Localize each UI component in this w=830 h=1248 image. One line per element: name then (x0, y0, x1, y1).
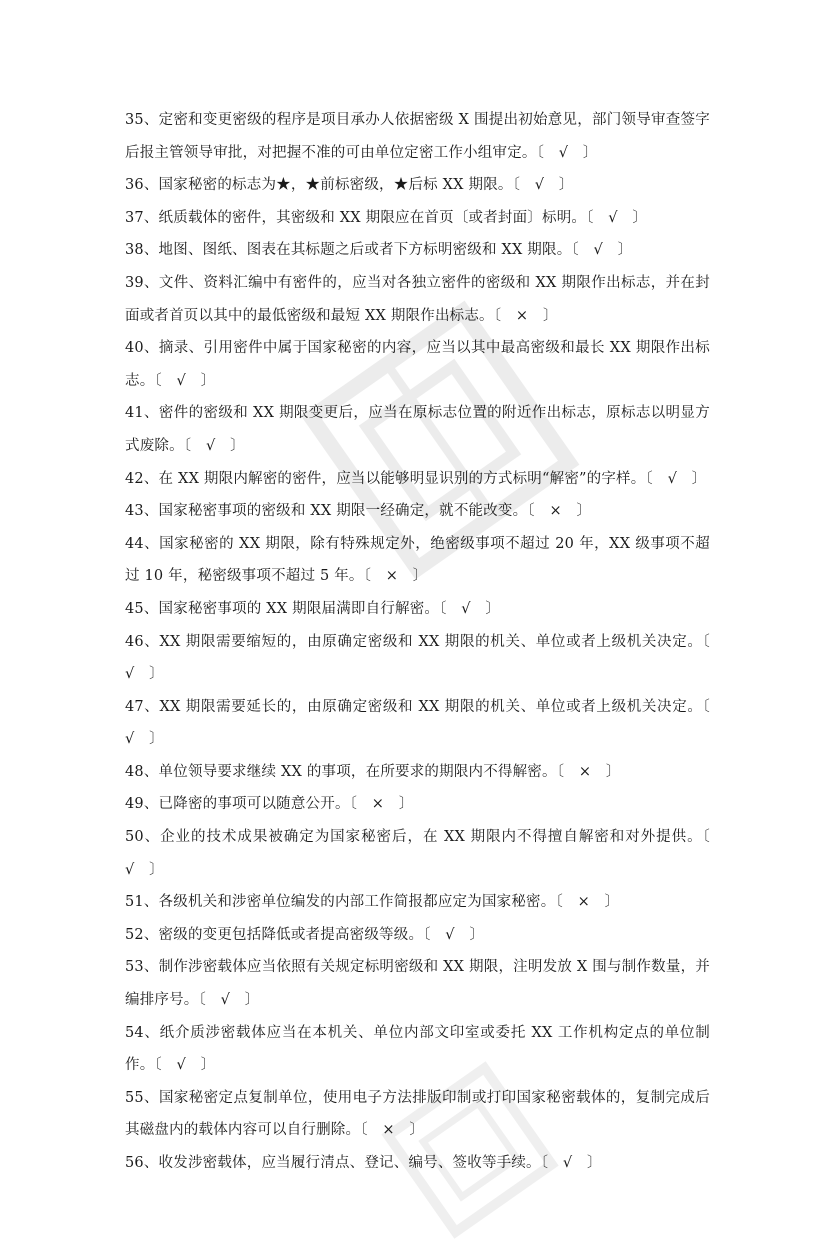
question-36: 36、国家秘密的标志为★，★前标密级，★后标 XX 期限。〔 √ 〕 (125, 177, 574, 194)
question-49: 49、已降密的事项可以随意公开。〔 × 〕 (125, 796, 414, 813)
question-41: 41、密件的密级和 XX 期限变更后，应当在原标志位置的附近作出标志，原标志以明显方式废除。〔 √ 〕 (125, 405, 710, 454)
question-44: 44、国家秘密的 XX 期限，除有特殊规定外，绝密级事项不超过 20 年，XX 级事项不超过 10 年，秘密级事项不超过 5 年。〔 × 〕 (125, 535, 710, 585)
question-39: 39、文件、资料汇编中有密件的，应当对各独立密件的密级和 XX 期限作出标志，并在封面或者首页以其中的最低密级和最短 XX 期限作出标志。〔 × 〕 (125, 274, 710, 324)
question-46: 46、XX 期限需要缩短的，由原确定密级和 XX 期限的机关、单位或者上级机关决定。〔 √ 〕 (125, 633, 725, 683)
question-list (125, 104, 725, 1180)
question-40: 40、摘录、引用密件中属于国家秘密的内容，应当以其中最高密级和最长 XX 期限作出标志。〔 √ 〕 (125, 340, 710, 389)
question-47: 47、XX 期限需要延长的，由原确定密级和 XX 期限的机关、单位或者上级机关决定。〔 √ 〕 (125, 698, 725, 748)
question-56: 56、收发涉密载体，应当履行清点、登记、编号、签收等手续。〔 √ 〕 (125, 1155, 602, 1171)
question-55: 55、国家秘密定点复制单位，使用电子方法排版印制或打印国家秘密载体的，复制完成后其磁盘内的载体内容可以自行删除。〔 × 〕 (125, 1089, 710, 1139)
question-42: 42、在 XX 期限内解密的密件，应当以能够明显识别的方式标明“解密”的字样。〔 √ 〕 (125, 470, 707, 487)
question-51: 51、各级机关和涉密单位编发的内部工作简报都应定为国家秘密。〔 × 〕 (125, 894, 620, 911)
question-43: 43、国家秘密事项的密级和 XX 期限一经确定，就不能改变。〔 × 〕 (125, 503, 592, 520)
question-53: 53、制作涉密载体应当依照有关规定标明密级和 XX 期限，注明发放 X 围与制作数量，并编排序号。〔 √ 〕 (125, 959, 710, 1009)
question-54: 54、纸介质涉密载体应当在本机关、单位内部文印室或委托 XX 工作机构定点的单位制作。〔 √ 〕 (125, 1024, 710, 1074)
question-38: 38、地图、图纸、图表在其标题之后或者下方标明密级和 XX 期限。〔 √ 〕 (125, 242, 633, 259)
question-52: 52、密级的变更包括降低或者提高密级等级。〔 √ 〕 (125, 926, 485, 943)
question-50: 50、企业的技术成果被确定为国家秘密后，在 XX 期限内不得擅自解密和对外提供。〔 √ 〕 (125, 829, 725, 878)
question-35: 35、定密和变更密级的程序是项目承办人依据密级 X 围提出初始意见，部门领导审查签字后报主管领导审批，对把握不准的可由单位定密工作小组审定。〔 √ 〕 (125, 112, 710, 161)
question-37: 37、纸质载体的密件，其密级和 XX 期限应在首页〔或者封面〕标明。〔 √ 〕 (125, 209, 648, 226)
question-45: 45、国家秘密事项的 XX 期限届满即自行解密。〔 √ 〕 (125, 600, 501, 617)
question-48: 48、单位领导要求继续 XX 的事项，在所要求的期限内不得解密。〔 × 〕 (125, 763, 621, 780)
